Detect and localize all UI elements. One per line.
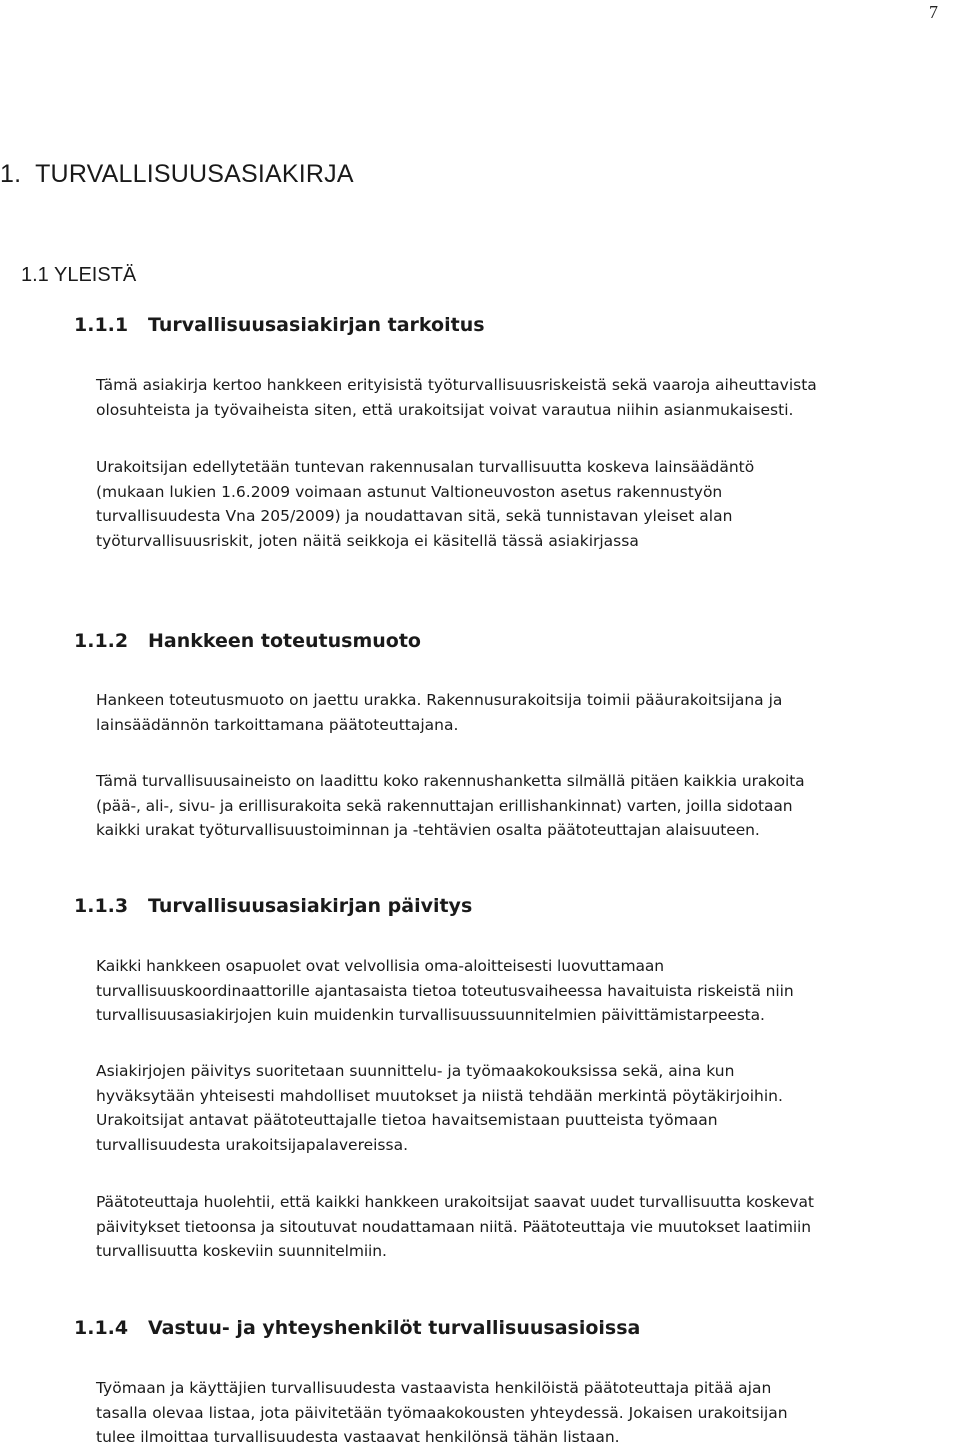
paragraph — [96, 1059, 896, 1157]
subsection-number: 1.1.2 — [74, 630, 129, 652]
paragraph — [96, 1190, 896, 1264]
paragraph — [96, 954, 896, 1028]
text-line: turvallisuutta koskeviin suunnitelmiin. — [96, 1242, 387, 1260]
subsection-heading-1-1-2 — [74, 630, 421, 652]
text-line: Tämä turvallisuusaineisto on laadittu koko rakennushanketta silmällä pitäen kaikkia urakoita — [96, 772, 805, 790]
text-line: Työmaan ja käyttäjien turvallisuudesta vastaavista henkilöistä päätoteuttaja pitää ajan — [96, 1379, 772, 1397]
subsection-heading-1-1-3 — [74, 895, 472, 917]
text-line: päivitykset tietoonsa ja sitoutuvat noudattamaan niitä. Päätoteuttaja vie muutokset laatimiin — [96, 1217, 811, 1236]
text-line: kaikki urakat työturvallisuustoiminnan ja -tehtävien osalta päätoteuttajan alaisuuteen. — [96, 821, 760, 839]
paragraph — [96, 769, 896, 843]
section-heading: 1.1 YLEISTÄ — [21, 264, 137, 286]
subsection-title: Vastuu- ja yhteyshenkilöt turvallisuusasioissa — [148, 1317, 641, 1339]
subsection-heading-1-1-1 — [74, 314, 485, 336]
subsection-number: 1.1.4 — [74, 1317, 129, 1339]
text-line: (mukaan lukien 1.6.2009 voimaan astunut Valtioneuvoston asetus rakennustyön — [96, 482, 723, 501]
text-line: Hankeen toteutusmuoto on jaettu urakka. Rakennusurakoitsija toimii pääurakoitsijana ja — [96, 691, 783, 709]
text-line: turvallisuuskoordinaattorille ajantasaista tietoa toteutusvaiheessa havaituista riskeistä niin — [96, 981, 794, 1000]
subsection-heading-1-1-4 — [74, 1317, 640, 1339]
text-line: työturvallisuusriskit, joten näitä seikkoja ei käsitellä tässä asiakirjassa — [96, 531, 639, 550]
text-line: olosuhteista ja työvaiheista siten, että urakoitsijat voivat varautua niihin asianmukaisesti. — [96, 400, 794, 419]
paragraph — [96, 1376, 896, 1450]
text-line: Urakoitsijan edellytetään tuntevan rakennusalan turvallisuutta koskeva lainsäädäntö — [96, 458, 755, 476]
subsection-title: Turvallisuusasiakirjan päivitys — [148, 895, 473, 917]
text-line: turvallisuudesta Vna 205/2009) ja noudattavan sitä, sekä tunnistavan yleiset alan — [96, 507, 733, 525]
subsection-number: 1.1.3 — [74, 895, 129, 917]
text-line: (pää-, ali-, sivu- ja erillisurakoita sekä rakennuttajan erillishankinnat) varten, joilla sidotaan — [96, 796, 793, 815]
text-line: Päätoteuttaja huolehtii, että kaikki hankkeen urakoitsijat saavat uudet turvallisuutta koskevat — [96, 1193, 814, 1211]
text-line: Urakoitsijat antavat päätoteuttajalle tietoa havaitsemistaan puutteista työmaan — [96, 1111, 718, 1129]
subsection-title: Turvallisuusasiakirjan tarkoitus — [148, 314, 485, 336]
text-line: Kaikki hankkeen osapuolet ovat velvollisia oma-aloitteisesti luovuttamaan — [96, 957, 665, 975]
chapter-heading: 1. TURVALLISUUSASIAKIRJA — [0, 160, 354, 188]
text-line: tasalla olevaa listaa, jota päivitetään työmaakokousten yhteydessä. Jokaisen urakoitsijan — [96, 1403, 788, 1422]
text-line: Asiakirjojen päivitys suoritetaan suunnittelu- ja työmaakokouksissa sekä, aina kun — [96, 1062, 735, 1080]
subsection-title: Hankkeen toteutusmuoto — [148, 630, 421, 652]
text-line: lainsäädännön tarkoittamana päätoteuttajana. — [96, 715, 459, 734]
text-line: tulee ilmoittaa turvallisuudesta vastaavat henkilönsä tähän listaan. — [96, 1428, 620, 1446]
text-line: turvallisuudesta urakoitsijapalavereissa. — [96, 1135, 409, 1154]
text-line: Tämä asiakirja kertoo hankkeen erityisistä työturvallisuusriskeistä sekä vaaroja aiheuttavista — [96, 376, 817, 394]
subsection-number: 1.1.1 — [74, 314, 129, 336]
paragraph — [96, 455, 896, 553]
text-line: turvallisuusasiakirjojen kuin muidenkin turvallisuussuunnitelmien päivittämistarpeesta. — [96, 1006, 765, 1024]
text-line: hyväksytään yhteisesti mahdolliset muutokset ja niistä tehdään merkintä pöytäkirjoihin. — [96, 1086, 783, 1105]
paragraph — [96, 688, 896, 737]
paragraph — [96, 373, 896, 422]
page-number: 7 — [929, 2, 938, 22]
